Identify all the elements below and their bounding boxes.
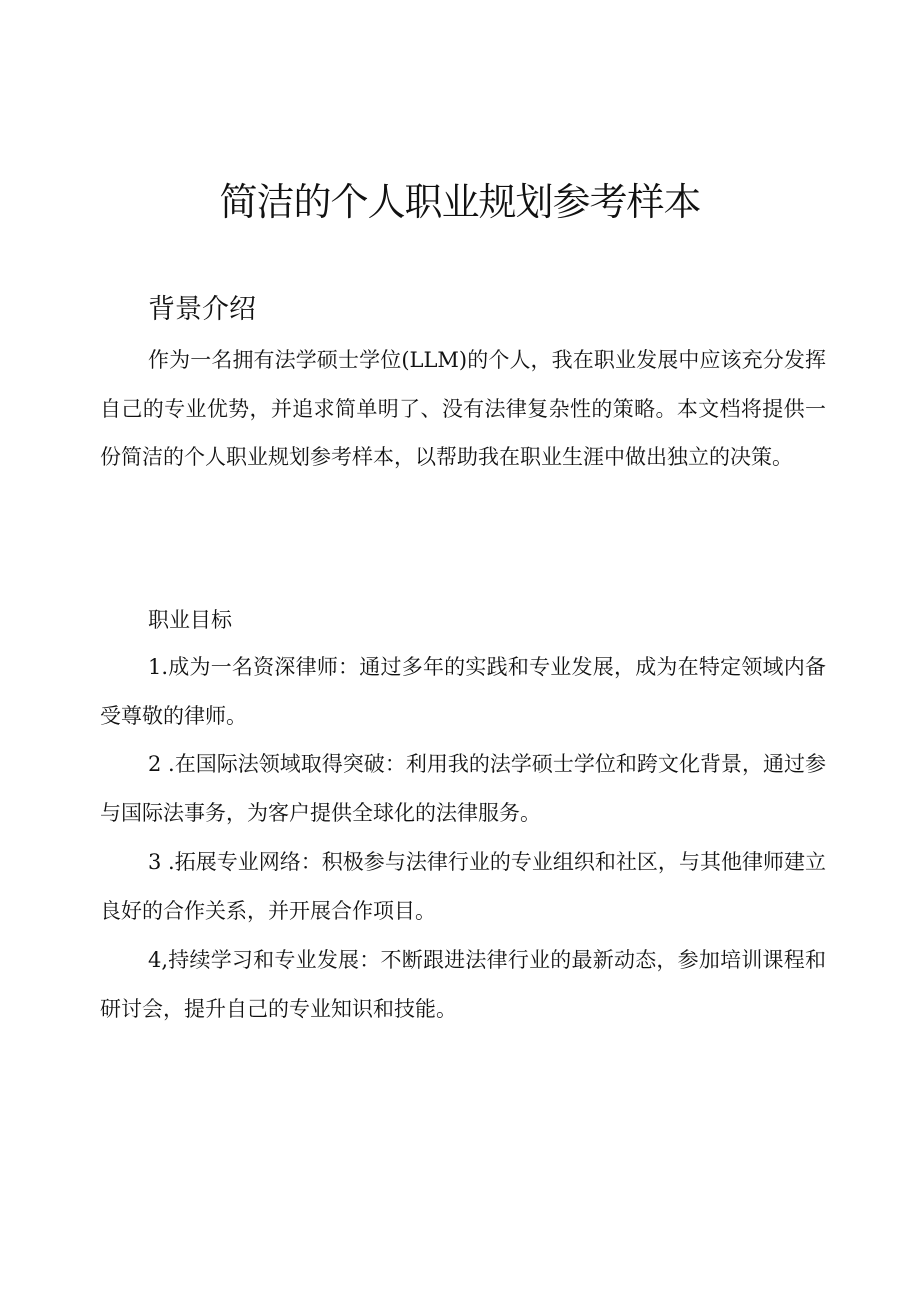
goal-item-2: 2 .在国际法领域取得突破：利用我的法学硕士学位和跨文化背景，通过参与国际法事务，为客户提供全球化的法律服务。 (100, 752, 826, 825)
goal-item-1: 1.成为一名资深律师：通过多年的实践和专业发展，成为在特定领域内备受尊敬的律师。 (100, 655, 826, 728)
career-goals-heading: 职业目标 (148, 608, 232, 632)
background-paragraph: 作为一名拥有法学硕士学位(LLM)的个人，我在职业发展中应该充分发挥自己的专业优势，并追求简单明了、没有法律复杂性的策略。本文档将提供一份简洁的个人职业规划参考样本，以帮助我在职业生涯中做出独立的决策。 (100, 348, 826, 469)
goal-item-3: 3 .拓展专业网络：积极参与法律行业的专业组织和社区，与其他律师建立良好的合作关系，并开展合作项目。 (100, 850, 826, 923)
goal-item-4: 4,持续学习和专业发展：不断跟进法律行业的最新动态，参加培训课程和研讨会，提升自己的专业知识和技能。 (100, 948, 826, 1021)
background-heading: 背景介绍 (148, 294, 256, 325)
document-title: 简洁的个人职业规划参考样本 (219, 180, 701, 224)
